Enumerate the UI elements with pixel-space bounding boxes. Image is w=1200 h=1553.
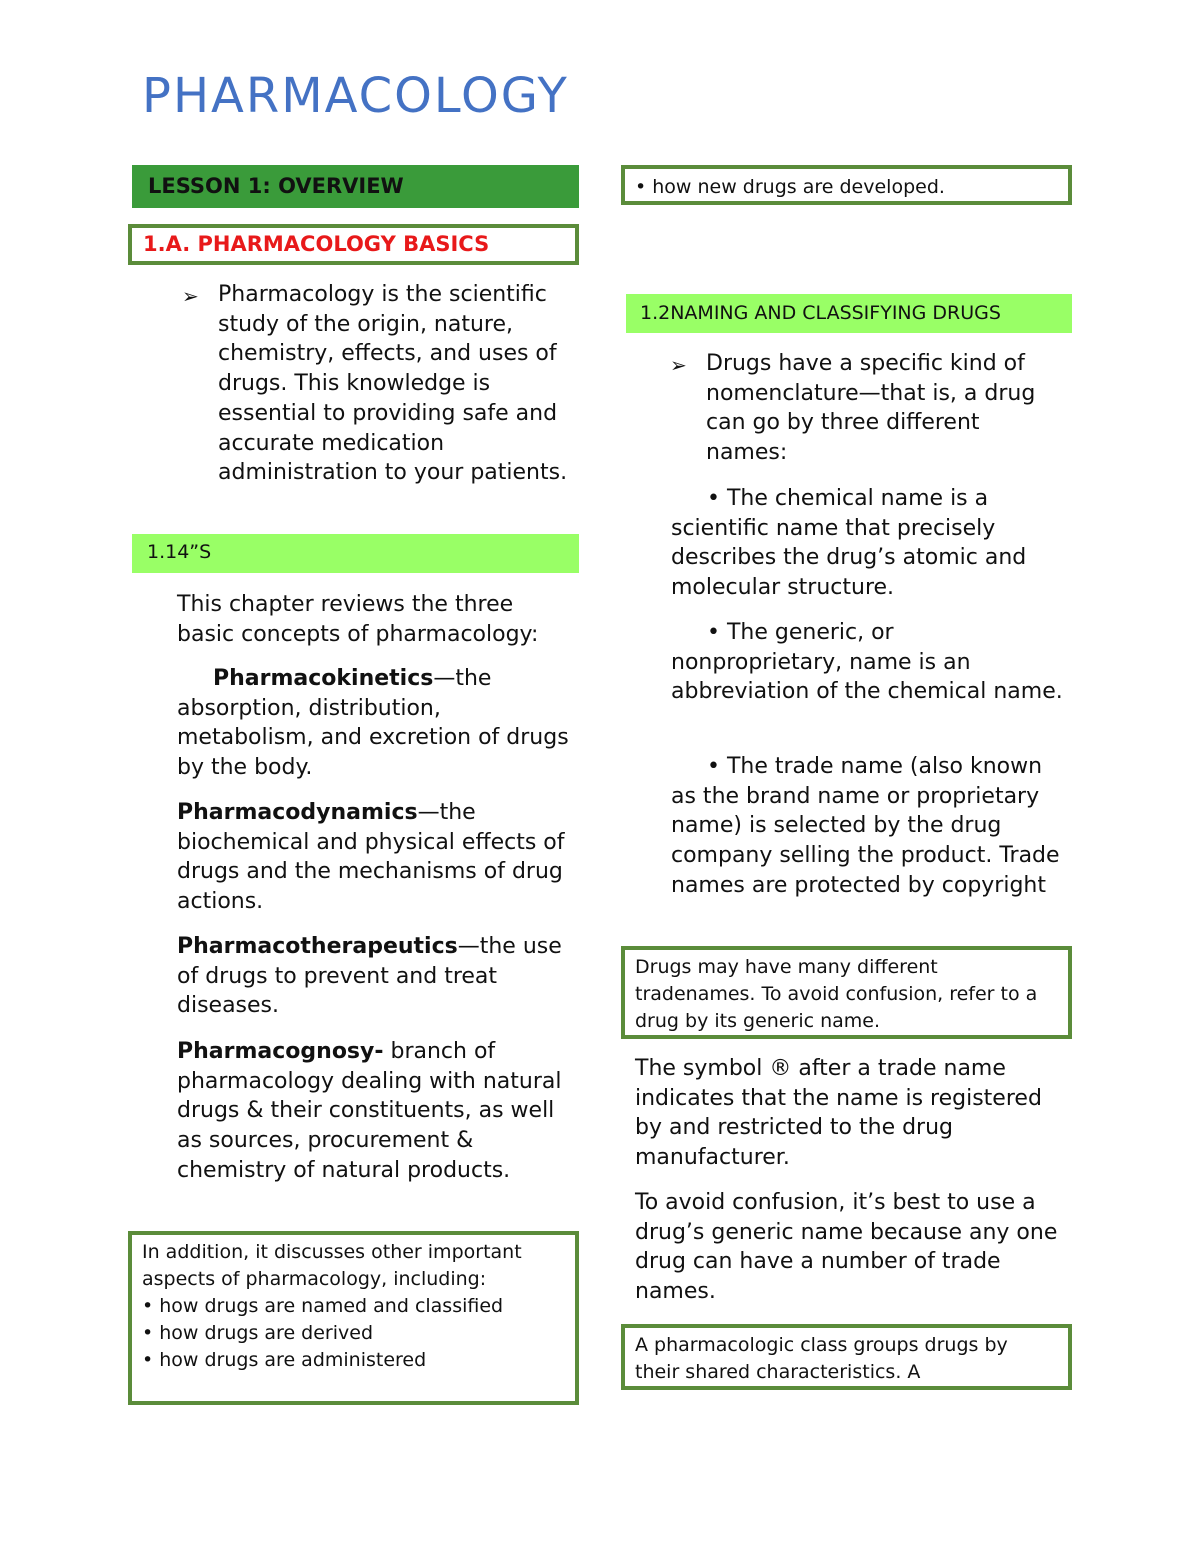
addition-box [128,1231,579,1405]
list-item: • how drugs are derived [142,1320,565,1347]
addition-intro: In addition, it discusses other important aspects of pharmacology, including: [142,1241,522,1290]
naming-intro: Drugs have a specific kind of nomenclature—that is, a drug can go by three different names: [706,351,1036,466]
arrow-bullet-icon: ➢ [182,284,199,308]
intro-paragraph: Pharmacology is the scientific study of the origin, nature, chemistry, effects, and uses of drugs. This knowledge is essential to providing safe and accurate medication administration to your patients. [218,282,568,486]
concept-term: Pharmacognosy- [177,1039,384,1064]
basics-heading: 1.A. PHARMACOLOGY BASICS [128,224,579,265]
concept-pharmacognosy [177,1037,572,1186]
concept-desc: —the absorption, distribution, metabolism, and excretion of drugs by the body. [177,666,569,781]
concept-desc: branch of pharmacology dealing with natural drugs & their constituents, as well as sources, procurement & chemistry of natural products. [177,1039,562,1183]
concept-pharmacotherapeutics [177,932,572,1021]
concept-term: Pharmacotherapeutics [177,934,458,959]
pharmacologic-class-box: A pharmacologic class groups drugs by their shared characteristics. A [621,1324,1072,1390]
trade-name-item: • The trade name (also known as the brand name or proprietary name) is selected by the drug company selling the product. Trade names are protected by copyright [671,754,1060,898]
avoid-confusion-paragraph: To avoid confusion, it’s best to use a drug’s generic name because any one drug can have a number of trade names. [635,1190,1058,1305]
lesson-heading: LESSON 1: OVERVIEW [132,165,579,208]
naming-heading: 1.2NAMING AND CLASSIFYING DRUGS [626,294,1072,333]
concept-term: Pharmacodynamics [177,800,418,825]
chapter-intro: This chapter reviews the three basic concepts of pharmacology: [177,592,539,647]
concept-pharmacokinetics [177,664,572,783]
concept-desc: —the biochemical and physical effects of drugs and the mechanisms of drug actions. [177,800,565,915]
trade-names-box: Drugs may have many different tradenames. To avoid confusion, refer to a drug by its generic name. [621,946,1072,1039]
chemical-name-item: • The chemical name is a scientific name that precisely describes the drug’s atomic and molecular structure. [671,486,1027,601]
concept-term: Pharmacokinetics [213,666,434,691]
list-item: • how drugs are named and classified [142,1293,565,1320]
continued-item-box: • how new drugs are developed. [621,165,1072,205]
list-item: • how drugs are administered [142,1347,565,1374]
arrow-bullet-icon: ➢ [670,353,687,377]
concept-desc: —the use of drugs to prevent and treat diseases. [177,934,562,1019]
concept-pharmacodynamics [177,798,572,917]
section-14-heading: 1.14”S [132,534,579,573]
page-title: PHARMACOLOGY [142,68,569,124]
addition-list [142,1293,565,1374]
symbol-paragraph: The symbol ® after a trade name indicates that the name is registered by and restricted to the drug manufacturer. [635,1056,1042,1171]
generic-name-item: • The generic, or nonproprietary, name is an abbreviation of the chemical name. [671,620,1063,705]
